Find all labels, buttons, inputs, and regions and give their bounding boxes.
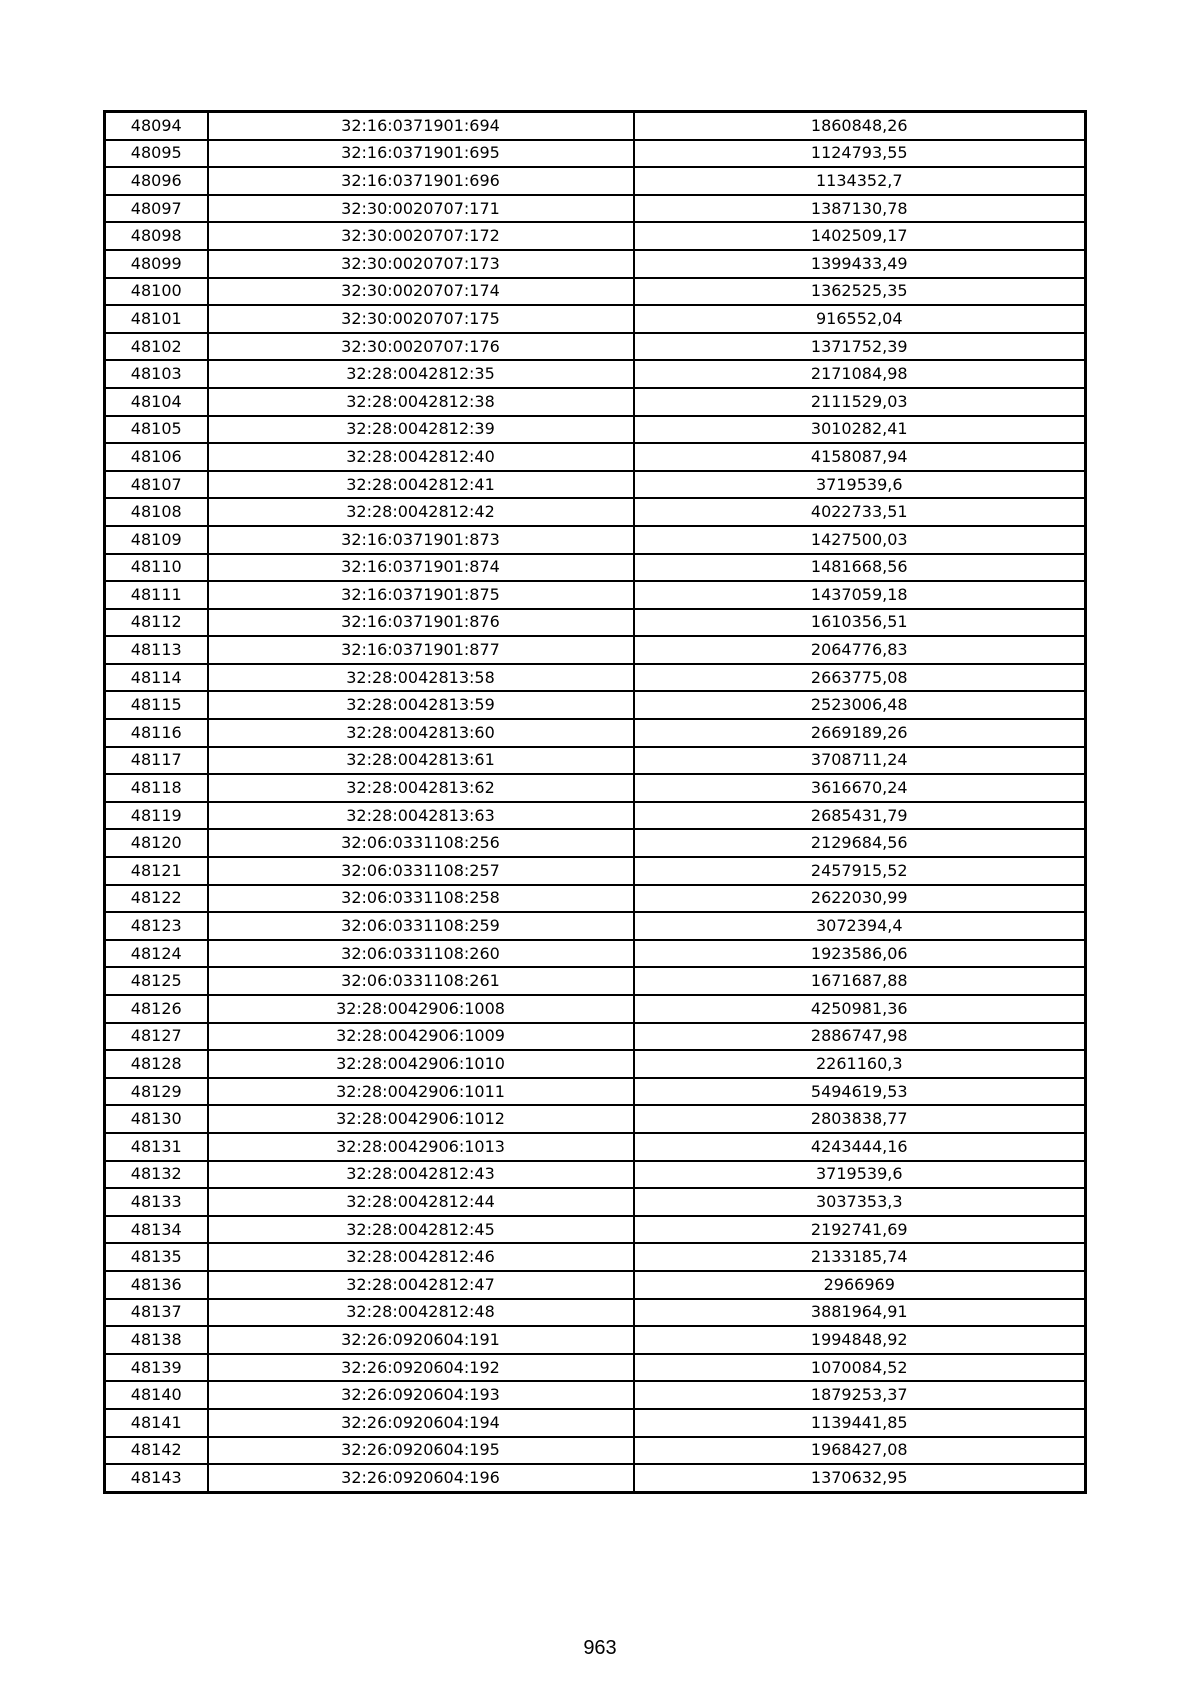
table-row (105, 1271, 1086, 1299)
table-row (105, 195, 1086, 223)
table-row (105, 222, 1086, 250)
table-row (105, 940, 1086, 968)
row-number-cell: 48124 (105, 940, 208, 968)
cadastral-number-cell: 32:28:0042813:58 (208, 664, 634, 692)
table-body (105, 112, 1086, 1493)
table-row (105, 1381, 1086, 1409)
cadastral-number-cell: 32:28:0042812:43 (208, 1161, 634, 1189)
table-row (105, 112, 1086, 140)
cadastral-number-cell: 32:16:0371901:874 (208, 554, 634, 582)
cadastral-number-cell: 32:26:0920604:192 (208, 1354, 634, 1382)
table-row (105, 1326, 1086, 1354)
value-cell: 2129684,56 (634, 829, 1086, 857)
row-number-cell: 48133 (105, 1188, 208, 1216)
value-cell: 4158087,94 (634, 443, 1086, 471)
cadastral-number-cell: 32:06:0331108:259 (208, 912, 634, 940)
table-row (105, 912, 1086, 940)
cadastral-number-cell: 32:26:0920604:191 (208, 1326, 634, 1354)
table-row (105, 829, 1086, 857)
cadastral-number-cell: 32:28:0042906:1012 (208, 1105, 634, 1133)
table-row (105, 609, 1086, 637)
cadastral-number-cell: 32:16:0371901:876 (208, 609, 634, 637)
row-number-cell: 48138 (105, 1326, 208, 1354)
value-cell: 1402509,17 (634, 222, 1086, 250)
cadastral-number-cell: 32:28:0042812:46 (208, 1243, 634, 1271)
row-number-cell: 48118 (105, 774, 208, 802)
row-number-cell: 48132 (105, 1161, 208, 1189)
value-cell: 3037353,3 (634, 1188, 1086, 1216)
table-row (105, 360, 1086, 388)
cadastral-number-cell: 32:06:0331108:258 (208, 885, 634, 913)
row-number-cell: 48106 (105, 443, 208, 471)
value-cell: 2685431,79 (634, 802, 1086, 830)
table-row (105, 167, 1086, 195)
table-row (105, 747, 1086, 775)
cadastral-number-cell: 32:28:0042812:42 (208, 498, 634, 526)
cadastral-number-cell: 32:26:0920604:196 (208, 1464, 634, 1492)
value-cell: 1610356,51 (634, 609, 1086, 637)
value-cell: 2966969 (634, 1271, 1086, 1299)
value-cell: 2171084,98 (634, 360, 1086, 388)
value-cell: 1370632,95 (634, 1464, 1086, 1492)
table-row (105, 1023, 1086, 1051)
table-row (105, 1409, 1086, 1437)
value-cell: 2669189,26 (634, 719, 1086, 747)
value-cell: 1427500,03 (634, 526, 1086, 554)
row-number-cell: 48119 (105, 802, 208, 830)
value-cell: 1134352,7 (634, 167, 1086, 195)
value-cell: 2133185,74 (634, 1243, 1086, 1271)
row-number-cell: 48121 (105, 857, 208, 885)
row-number-cell: 48101 (105, 305, 208, 333)
cadastral-number-cell: 32:30:0020707:174 (208, 278, 634, 306)
value-cell: 4243444,16 (634, 1133, 1086, 1161)
table-row (105, 1188, 1086, 1216)
row-number-cell: 48108 (105, 498, 208, 526)
row-number-cell: 48131 (105, 1133, 208, 1161)
table-row (105, 526, 1086, 554)
cadastral-number-cell: 32:28:0042812:35 (208, 360, 634, 388)
cadastral-number-cell: 32:28:0042813:59 (208, 691, 634, 719)
value-cell: 2457915,52 (634, 857, 1086, 885)
row-number-cell: 48122 (105, 885, 208, 913)
value-cell: 1371752,39 (634, 333, 1086, 361)
value-cell: 1994848,92 (634, 1326, 1086, 1354)
value-cell: 2886747,98 (634, 1023, 1086, 1051)
table-row (105, 995, 1086, 1023)
cadastral-number-cell: 32:26:0920604:195 (208, 1437, 634, 1465)
table-row (105, 1299, 1086, 1327)
cadastral-number-cell: 32:28:0042906:1009 (208, 1023, 634, 1051)
table-row (105, 1105, 1086, 1133)
row-number-cell: 48095 (105, 140, 208, 168)
value-cell: 2663775,08 (634, 664, 1086, 692)
cadastral-number-cell: 32:28:0042813:63 (208, 802, 634, 830)
row-number-cell: 48096 (105, 167, 208, 195)
table-row (105, 885, 1086, 913)
value-cell: 2622030,99 (634, 885, 1086, 913)
value-cell: 2523006,48 (634, 691, 1086, 719)
table-row (105, 498, 1086, 526)
value-cell: 3616670,24 (634, 774, 1086, 802)
cadastral-number-cell: 32:30:0020707:175 (208, 305, 634, 333)
cadastral-number-cell: 32:28:0042812:38 (208, 388, 634, 416)
row-number-cell: 48137 (105, 1299, 208, 1327)
row-number-cell: 48130 (105, 1105, 208, 1133)
table-row (105, 802, 1086, 830)
cadastral-number-cell: 32:28:0042812:48 (208, 1299, 634, 1327)
value-cell: 4022733,51 (634, 498, 1086, 526)
cadastral-number-cell: 32:28:0042906:1008 (208, 995, 634, 1023)
cadastral-number-cell: 32:28:0042812:47 (208, 1271, 634, 1299)
value-cell: 1070084,52 (634, 1354, 1086, 1382)
value-cell: 3881964,91 (634, 1299, 1086, 1327)
cadastral-number-cell: 32:30:0020707:176 (208, 333, 634, 361)
cadastral-number-cell: 32:28:0042812:44 (208, 1188, 634, 1216)
cadastral-number-cell: 32:28:0042906:1011 (208, 1078, 634, 1106)
row-number-cell: 48111 (105, 581, 208, 609)
row-number-cell: 48135 (105, 1243, 208, 1271)
table-row (105, 1161, 1086, 1189)
value-cell: 1671687,88 (634, 967, 1086, 995)
table-row (105, 1133, 1086, 1161)
row-number-cell: 48103 (105, 360, 208, 388)
table-row (105, 719, 1086, 747)
value-cell: 1387130,78 (634, 195, 1086, 223)
row-number-cell: 48139 (105, 1354, 208, 1382)
row-number-cell: 48113 (105, 636, 208, 664)
value-cell: 4250981,36 (634, 995, 1086, 1023)
row-number-cell: 48126 (105, 995, 208, 1023)
row-number-cell: 48140 (105, 1381, 208, 1409)
table-row (105, 857, 1086, 885)
row-number-cell: 48114 (105, 664, 208, 692)
table-row (105, 443, 1086, 471)
value-cell: 3072394,4 (634, 912, 1086, 940)
value-cell: 3719539,6 (634, 1161, 1086, 1189)
row-number-cell: 48127 (105, 1023, 208, 1051)
row-number-cell: 48102 (105, 333, 208, 361)
cadastral-number-cell: 32:28:0042813:60 (208, 719, 634, 747)
row-number-cell: 48109 (105, 526, 208, 554)
row-number-cell: 48107 (105, 471, 208, 499)
value-cell: 2803838,77 (634, 1105, 1086, 1133)
row-number-cell: 48094 (105, 112, 208, 140)
cadastral-number-cell: 32:06:0331108:260 (208, 940, 634, 968)
row-number-cell: 48125 (105, 967, 208, 995)
row-number-cell: 48112 (105, 609, 208, 637)
cadastral-number-cell: 32:16:0371901:695 (208, 140, 634, 168)
cadastral-number-cell: 32:30:0020707:172 (208, 222, 634, 250)
row-number-cell: 48100 (105, 278, 208, 306)
cadastral-number-cell: 32:16:0371901:694 (208, 112, 634, 140)
table-row (105, 774, 1086, 802)
value-cell: 1399433,49 (634, 250, 1086, 278)
value-cell: 3708711,24 (634, 747, 1086, 775)
table-row (105, 1437, 1086, 1465)
row-number-cell: 48105 (105, 416, 208, 444)
row-number-cell: 48129 (105, 1078, 208, 1106)
row-number-cell: 48099 (105, 250, 208, 278)
row-number-cell: 48123 (105, 912, 208, 940)
value-cell: 1860848,26 (634, 112, 1086, 140)
table-row (105, 1243, 1086, 1271)
cadastral-number-cell: 32:28:0042812:41 (208, 471, 634, 499)
cadastral-number-cell: 32:28:0042812:39 (208, 416, 634, 444)
table-row (105, 388, 1086, 416)
value-cell: 1362525,35 (634, 278, 1086, 306)
value-cell: 3719539,6 (634, 471, 1086, 499)
row-number-cell: 48117 (105, 747, 208, 775)
table-row (105, 278, 1086, 306)
table-row (105, 1464, 1086, 1492)
value-cell: 2192741,69 (634, 1216, 1086, 1244)
value-cell: 2111529,03 (634, 388, 1086, 416)
table-row (105, 691, 1086, 719)
cadastral-number-cell: 32:28:0042813:61 (208, 747, 634, 775)
row-number-cell: 48141 (105, 1409, 208, 1437)
cadastral-number-cell: 32:06:0331108:257 (208, 857, 634, 885)
row-number-cell: 48142 (105, 1437, 208, 1465)
table-row (105, 305, 1086, 333)
row-number-cell: 48115 (105, 691, 208, 719)
row-number-cell: 48104 (105, 388, 208, 416)
table-row (105, 1216, 1086, 1244)
table-row (105, 140, 1086, 168)
row-number-cell: 48120 (105, 829, 208, 857)
page-number: 963 (583, 1637, 617, 1659)
cadastral-number-cell: 32:06:0331108:256 (208, 829, 634, 857)
row-number-cell: 48143 (105, 1464, 208, 1492)
cadastral-number-cell: 32:16:0371901:873 (208, 526, 634, 554)
table-row (105, 1050, 1086, 1078)
cadastral-number-cell: 32:26:0920604:193 (208, 1381, 634, 1409)
cadastral-number-cell: 32:28:0042906:1013 (208, 1133, 634, 1161)
value-cell: 1437059,18 (634, 581, 1086, 609)
cadastral-number-cell: 32:16:0371901:877 (208, 636, 634, 664)
value-cell: 1139441,85 (634, 1409, 1086, 1437)
cadastral-number-cell: 32:28:0042812:45 (208, 1216, 634, 1244)
row-number-cell: 48098 (105, 222, 208, 250)
table-row (105, 664, 1086, 692)
row-number-cell: 48097 (105, 195, 208, 223)
value-cell: 1481668,56 (634, 554, 1086, 582)
value-cell: 2064776,83 (634, 636, 1086, 664)
cadastral-number-cell: 32:28:0042906:1010 (208, 1050, 634, 1078)
value-cell: 1923586,06 (634, 940, 1086, 968)
value-cell: 2261160,3 (634, 1050, 1086, 1078)
cadastral-number-cell: 32:06:0331108:261 (208, 967, 634, 995)
value-cell: 5494619,53 (634, 1078, 1086, 1106)
table-row (105, 581, 1086, 609)
row-number-cell: 48110 (105, 554, 208, 582)
cadastral-number-cell: 32:16:0371901:875 (208, 581, 634, 609)
cadastre-value-table (103, 110, 1087, 1494)
cadastral-number-cell: 32:30:0020707:171 (208, 195, 634, 223)
value-cell: 1124793,55 (634, 140, 1086, 168)
value-cell: 916552,04 (634, 305, 1086, 333)
table-row (105, 250, 1086, 278)
cadastral-number-cell: 32:28:0042812:40 (208, 443, 634, 471)
table-row (105, 967, 1086, 995)
table-row (105, 1354, 1086, 1382)
row-number-cell: 48136 (105, 1271, 208, 1299)
value-cell: 1879253,37 (634, 1381, 1086, 1409)
cadastral-number-cell: 32:26:0920604:194 (208, 1409, 634, 1437)
value-cell: 1968427,08 (634, 1437, 1086, 1465)
value-cell: 3010282,41 (634, 416, 1086, 444)
cadastral-number-cell: 32:16:0371901:696 (208, 167, 634, 195)
cadastral-number-cell: 32:28:0042813:62 (208, 774, 634, 802)
table-row (105, 636, 1086, 664)
row-number-cell: 48128 (105, 1050, 208, 1078)
row-number-cell: 48134 (105, 1216, 208, 1244)
row-number-cell: 48116 (105, 719, 208, 747)
table-row (105, 554, 1086, 582)
table-row (105, 416, 1086, 444)
table-row (105, 1078, 1086, 1106)
cadastral-number-cell: 32:30:0020707:173 (208, 250, 634, 278)
table-row (105, 333, 1086, 361)
table-row (105, 471, 1086, 499)
